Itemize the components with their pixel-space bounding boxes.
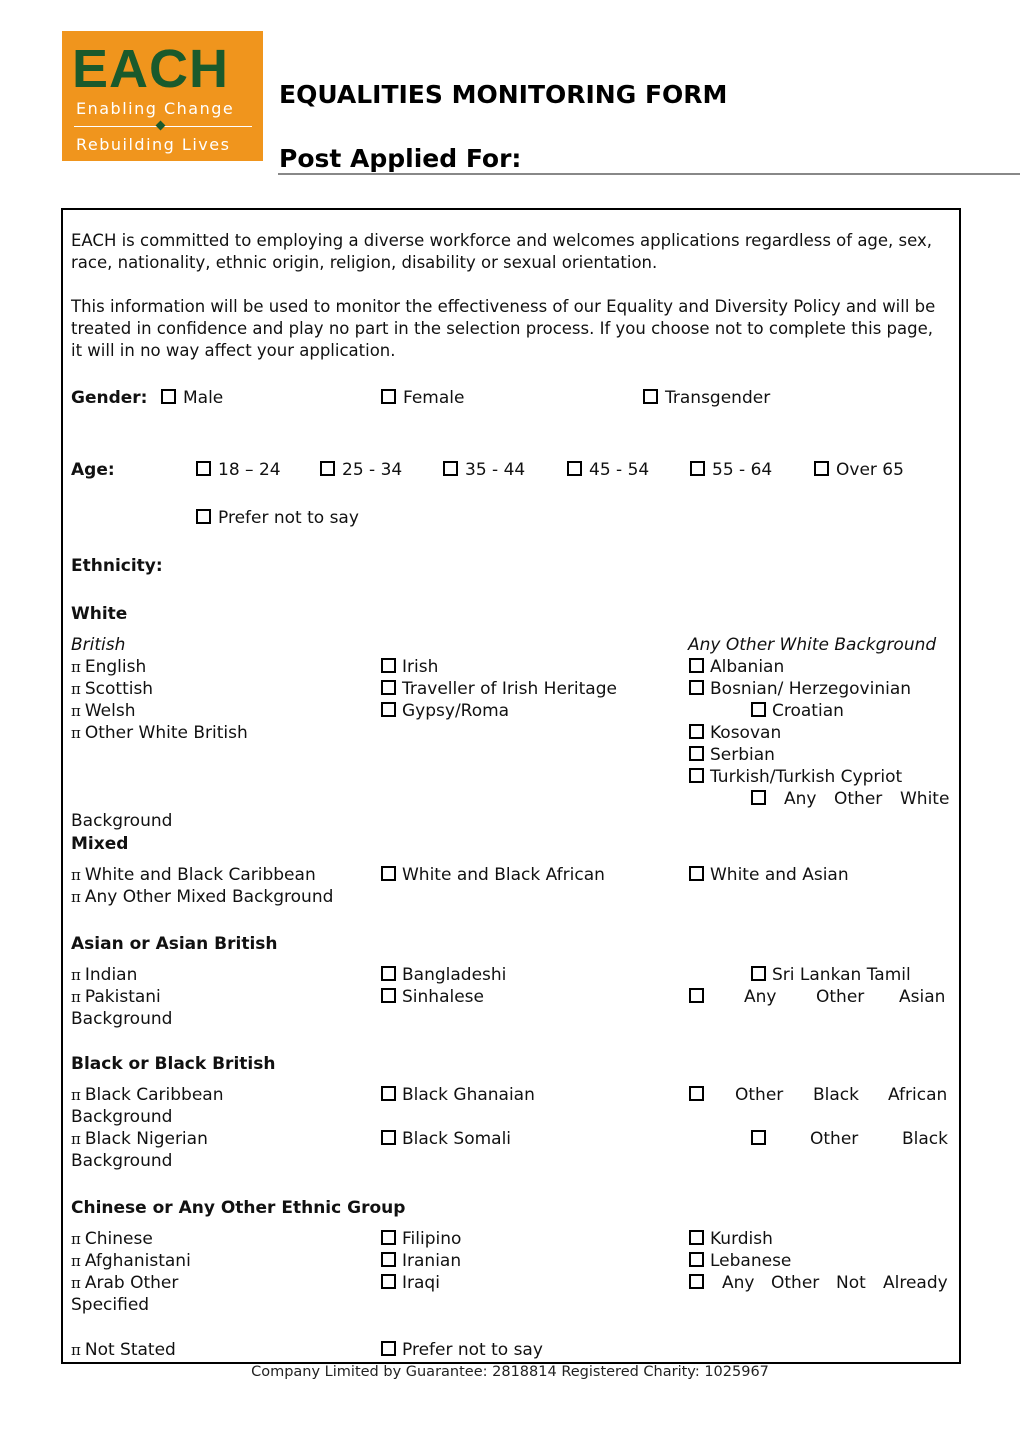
- checkbox-icon[interactable]: [689, 866, 704, 881]
- ethnicity-label: Ethnicity:: [71, 556, 163, 576]
- option-white-asian[interactable]: White and Asian: [689, 864, 849, 886]
- option-white-black-african[interactable]: White and Black African: [381, 864, 605, 886]
- any-other-white-wrap: Background: [71, 811, 173, 831]
- checkbox-icon[interactable]: [381, 1230, 396, 1245]
- option-ethnicity-prefer-not[interactable]: Prefer not to say: [381, 1339, 543, 1361]
- other-black-african-word-2: Black: [813, 1085, 859, 1105]
- option-sinhalese[interactable]: Sinhalese: [381, 986, 484, 1008]
- section-chinese-heading: Chinese or Any Other Ethnic Group: [71, 1198, 406, 1218]
- option-iraqi[interactable]: Iraqi: [381, 1272, 440, 1294]
- checkbox-icon[interactable]: [381, 389, 396, 404]
- checkbox-icon[interactable]: [690, 461, 705, 476]
- checkbox-icon[interactable]: [567, 461, 582, 476]
- option-black-somali[interactable]: Black Somali: [381, 1128, 511, 1150]
- other-black-word-2: Black: [902, 1129, 948, 1149]
- section-asian-heading: Asian or Asian British: [71, 934, 278, 954]
- page-title: EQUALITIES MONITORING FORM: [279, 80, 728, 109]
- gender-option-transgender[interactable]: Transgender: [643, 387, 770, 409]
- option-serbian[interactable]: Serbian: [689, 744, 775, 766]
- checkbox-icon[interactable]: [443, 461, 458, 476]
- intro-paragraph-1: EACH is committed to employing a diverse workforce and welcomes applications regardless of age, sex, race, nationality, ethnic origin, religion, disability or sexual orientation.: [71, 231, 933, 272]
- other-black-african-word-3: African: [888, 1085, 948, 1105]
- option-scottish[interactable]: π Scottish: [71, 679, 154, 699]
- any-other-asian-word-3: Asian: [899, 987, 946, 1007]
- option-pakistani[interactable]: π Pakistani: [71, 987, 161, 1007]
- any-other-not-specified-word-1: Any: [722, 1273, 755, 1293]
- option-arab-other[interactable]: π Arab Other: [71, 1273, 179, 1293]
- checkbox-icon[interactable]: [689, 680, 704, 695]
- option-other-white-british[interactable]: π Other White British: [71, 723, 248, 743]
- checkbox-icon[interactable]: [689, 746, 704, 761]
- checkbox-icon[interactable]: [381, 702, 396, 717]
- checkbox-icon[interactable]: [751, 1130, 766, 1145]
- other-black-african-wrap: Background: [71, 1107, 173, 1127]
- any-other-asian-word-1: Any: [744, 987, 777, 1007]
- option-turkish[interactable]: Turkish/Turkish Cypriot: [689, 766, 902, 788]
- each-logo: [62, 31, 263, 161]
- option-other-black-african[interactable]: [689, 1084, 710, 1106]
- option-afghanistani[interactable]: π Afghanistani: [71, 1251, 191, 1271]
- checkbox-icon[interactable]: [814, 461, 829, 476]
- checkbox-icon[interactable]: [381, 1341, 396, 1356]
- checkbox-icon[interactable]: [381, 1130, 396, 1145]
- option-irish[interactable]: Irish: [381, 656, 438, 678]
- gender-row: [71, 387, 147, 409]
- checkbox-icon[interactable]: [381, 866, 396, 881]
- option-any-other-not-specified[interactable]: [689, 1272, 710, 1294]
- white-british-subheading: British: [71, 635, 126, 655]
- checkbox-icon[interactable]: [689, 1274, 704, 1289]
- checkbox-icon[interactable]: [689, 1086, 704, 1101]
- white-other-subheading: Any Other White Background: [688, 635, 937, 655]
- option-english[interactable]: π English: [71, 657, 147, 677]
- option-iranian[interactable]: Iranian: [381, 1250, 461, 1272]
- any-other-not-specified-word-2: Other: [771, 1273, 820, 1293]
- checkbox-icon[interactable]: [196, 509, 211, 524]
- option-white-black-caribbean[interactable]: π White and Black Caribbean: [71, 865, 316, 885]
- option-sri-lankan-tamil[interactable]: Sri Lankan Tamil: [751, 964, 911, 986]
- other-black-wrap: Background: [71, 1151, 173, 1171]
- option-black-caribbean[interactable]: π Black Caribbean: [71, 1085, 224, 1105]
- option-any-other-white[interactable]: [751, 788, 772, 810]
- intro-paragraph-2: This information will be used to monitor the effectiveness of our Equality and Diversity Policy and will be treated in confidence and play no part in the selection process. If you choose not to complete this page, it will in no way affect your application.: [71, 297, 936, 360]
- age-option-18-24[interactable]: 18 – 24: [196, 459, 281, 481]
- checkbox-icon[interactable]: [689, 768, 704, 783]
- any-other-asian-wrap: Background: [71, 1009, 173, 1029]
- checkbox-icon[interactable]: [381, 658, 396, 673]
- checkbox-icon[interactable]: [196, 461, 211, 476]
- checkbox-icon[interactable]: [689, 724, 704, 739]
- checkbox-icon[interactable]: [381, 1252, 396, 1267]
- checkbox-icon[interactable]: [381, 966, 396, 981]
- gender-option-female[interactable]: Female: [381, 387, 464, 409]
- gender-option-male[interactable]: Male: [161, 387, 223, 409]
- footer-text: Company Limited by Guarantee: 2818814 Registered Charity: 1025967: [251, 1364, 769, 1380]
- any-other-white-word-3: White: [900, 789, 950, 809]
- option-chinese[interactable]: π Chinese: [71, 1229, 153, 1249]
- checkbox-icon[interactable]: [689, 988, 704, 1003]
- age-option-over-65[interactable]: Over 65: [814, 459, 904, 481]
- logo-name: EACH: [72, 39, 230, 99]
- checkbox-icon[interactable]: [689, 1230, 704, 1245]
- option-gypsy-roma[interactable]: Gypsy/Roma: [381, 700, 509, 722]
- option-croatian[interactable]: Croatian: [751, 700, 844, 722]
- checkbox-icon[interactable]: [381, 1274, 396, 1289]
- age-label: Age:: [71, 460, 115, 480]
- logo-diamond-icon: [156, 121, 166, 131]
- option-filipino[interactable]: Filipino: [381, 1228, 461, 1250]
- other-black-african-word-1: Other: [735, 1085, 784, 1105]
- option-any-other-mixed[interactable]: π Any Other Mixed Background: [71, 887, 334, 907]
- checkbox-icon[interactable]: [381, 680, 396, 695]
- checkbox-icon[interactable]: [320, 461, 335, 476]
- option-albanian[interactable]: Albanian: [689, 656, 784, 678]
- checkbox-icon[interactable]: [643, 389, 658, 404]
- age-option-35-44[interactable]: 35 - 44: [443, 459, 525, 481]
- post-applied-input-line[interactable]: [278, 173, 1020, 175]
- age-option-55-64[interactable]: 55 - 64: [690, 459, 772, 481]
- option-not-stated[interactable]: π Not Stated: [71, 1340, 176, 1360]
- other-black-word-1: Other: [810, 1129, 859, 1149]
- section-black-heading: Black or Black British: [71, 1054, 276, 1074]
- any-other-white-word-2: Other: [834, 789, 883, 809]
- option-lebanese[interactable]: Lebanese: [689, 1250, 791, 1272]
- gender-label: Gender:: [71, 388, 148, 408]
- checkbox-icon[interactable]: [689, 658, 704, 673]
- any-other-not-specified-word-4: Already: [883, 1273, 948, 1293]
- option-bosnian[interactable]: Bosnian/ Herzegovinian: [689, 678, 911, 700]
- checkbox-icon[interactable]: [161, 389, 176, 404]
- option-any-other-asian[interactable]: [689, 986, 710, 1008]
- age-option-45-54[interactable]: 45 - 54: [567, 459, 649, 481]
- any-other-not-specified-wrap: Specified: [71, 1295, 150, 1315]
- option-traveller[interactable]: Traveller of Irish Heritage: [381, 678, 617, 700]
- option-black-nigerian[interactable]: π Black Nigerian: [71, 1129, 208, 1149]
- checkbox-icon[interactable]: [381, 988, 396, 1003]
- checkbox-icon[interactable]: [751, 702, 766, 717]
- logo-tagline-2: Rebuilding Lives: [76, 135, 231, 154]
- option-welsh[interactable]: π Welsh: [71, 701, 136, 721]
- age-option-25-34[interactable]: 25 - 34: [320, 459, 402, 481]
- checkbox-icon[interactable]: [381, 1086, 396, 1101]
- logo-tagline-1: Enabling Change: [76, 99, 235, 118]
- any-other-asian-word-2: Other: [816, 987, 865, 1007]
- option-bangladeshi[interactable]: Bangladeshi: [381, 964, 506, 986]
- section-white-heading: White: [71, 604, 128, 624]
- checkbox-icon[interactable]: [751, 966, 766, 981]
- option-kurdish[interactable]: Kurdish: [689, 1228, 773, 1250]
- option-indian[interactable]: π Indian: [71, 965, 138, 985]
- age-option-prefer-not[interactable]: Prefer not to say: [196, 507, 359, 529]
- option-kosovan[interactable]: Kosovan: [689, 722, 781, 744]
- checkbox-icon[interactable]: [689, 1252, 704, 1267]
- post-applied-label: Post Applied For:: [279, 144, 522, 173]
- any-other-white-word-1: Any: [784, 789, 817, 809]
- option-black-ghanaian[interactable]: Black Ghanaian: [381, 1084, 535, 1106]
- checkbox-icon[interactable]: [751, 790, 766, 805]
- section-mixed-heading: Mixed: [71, 834, 129, 854]
- any-other-not-specified-word-3: Not: [836, 1273, 866, 1293]
- option-other-black[interactable]: [751, 1128, 772, 1150]
